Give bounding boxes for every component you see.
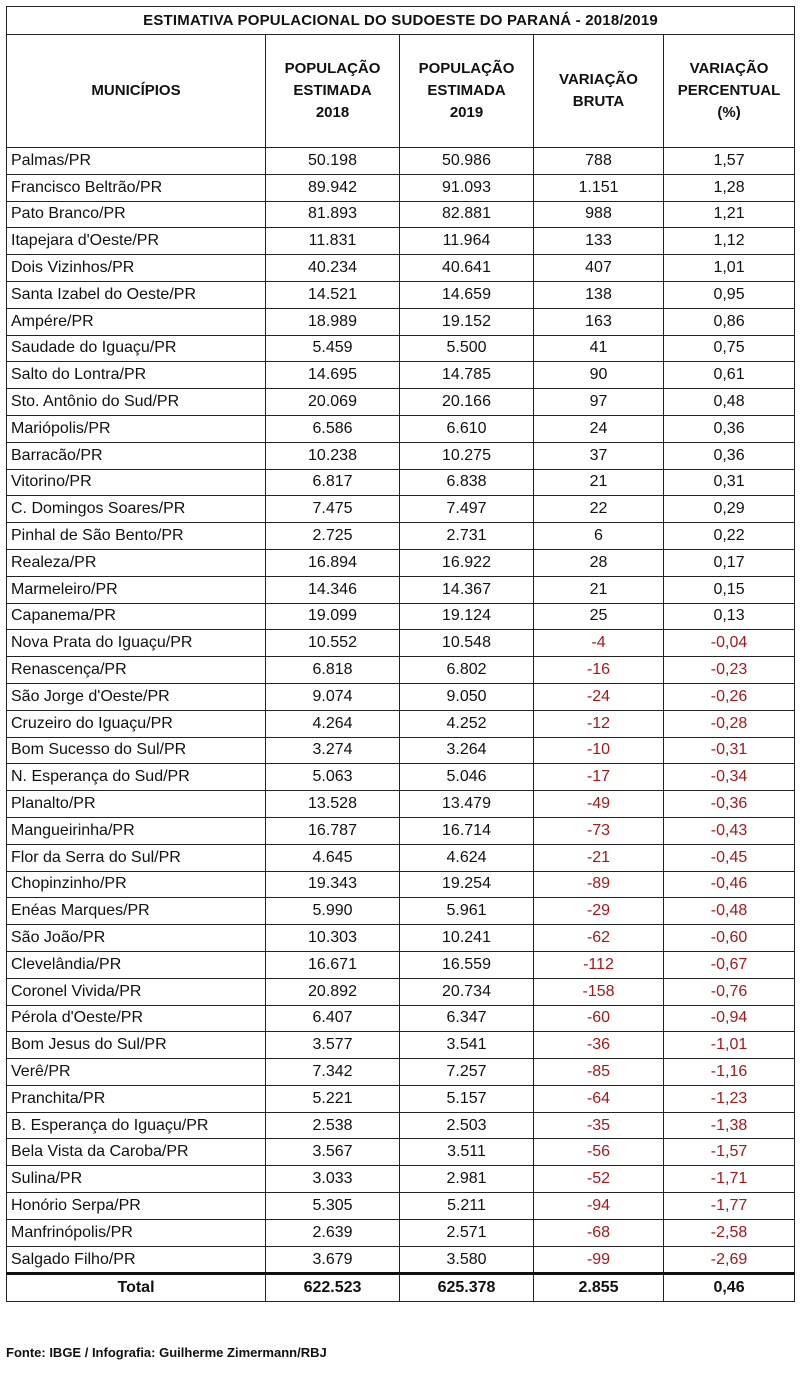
cell-variacao-percentual: 1,21 [664,201,795,228]
cell-variacao-percentual: 0,15 [664,576,795,603]
table-row [7,844,795,871]
cell-pop-2019: 14.659 [400,281,534,308]
cell-municipios: Capanema/PR [7,603,266,630]
cell-pop-2018: 16.671 [266,951,400,978]
table-body [7,148,795,1274]
cell-pop-2018: 2.538 [266,1112,400,1139]
cell-pop-2019: 19.124 [400,603,534,630]
cell-variacao-percentual: 0,61 [664,362,795,389]
cell-variacao-bruta: 163 [534,308,664,335]
column-header-line: VARIAÇÃO [689,60,769,77]
cell-municipios: Santa Izabel do Oeste/PR [7,281,266,308]
table-row [7,764,795,791]
cell-pop-2019: 10.241 [400,925,534,952]
cell-variacao-bruta: -94 [534,1193,664,1220]
cell-variacao-bruta: 25 [534,603,664,630]
cell-pop-2019: 10.548 [400,630,534,657]
table-row [7,817,795,844]
cell-variacao-percentual: -1,23 [664,1085,795,1112]
cell-pop-2018: 50.198 [266,148,400,175]
cell-variacao-bruta: 22 [534,496,664,523]
cell-variacao-bruta: -112 [534,951,664,978]
cell-pop-2019: 6.610 [400,415,534,442]
cell-variacao-bruta: -36 [534,1032,664,1059]
column-header-line: ESTIMADA [427,82,506,99]
cell-variacao-percentual: 0,29 [664,496,795,523]
cell-variacao-bruta: -99 [534,1246,664,1274]
cell-pop-2019: 16.714 [400,817,534,844]
cell-variacao-bruta: 1.151 [534,174,664,201]
cell-variacao-bruta: -49 [534,791,664,818]
cell-pop-2018: 7.475 [266,496,400,523]
table-row [7,148,795,175]
cell-municipios: Renascença/PR [7,657,266,684]
cell-variacao-bruta: -35 [534,1112,664,1139]
cell-variacao-percentual: 0,31 [664,469,795,496]
total-municipios: Total [7,1274,266,1302]
cell-municipios: Cruzeiro do Iguaçu/PR [7,710,266,737]
column-header-line: MUNICÍPIOS [91,82,181,99]
cell-variacao-percentual: -0,23 [664,657,795,684]
cell-variacao-bruta: -10 [534,737,664,764]
cell-variacao-bruta: -62 [534,925,664,952]
cell-variacao-percentual: -0,34 [664,764,795,791]
table-row [7,1139,795,1166]
cell-pop-2019: 5.500 [400,335,534,362]
cell-variacao-bruta: 97 [534,389,664,416]
cell-pop-2019: 20.166 [400,389,534,416]
cell-variacao-percentual: 0,22 [664,523,795,550]
cell-variacao-percentual: -0,48 [664,898,795,925]
cell-variacao-percentual: -0,43 [664,817,795,844]
cell-pop-2018: 4.645 [266,844,400,871]
table-row [7,362,795,389]
table-row [7,469,795,496]
table-row [7,174,795,201]
cell-pop-2018: 14.695 [266,362,400,389]
cell-municipios: Barracão/PR [7,442,266,469]
column-header-line: ESTIMADA [293,82,372,99]
cell-variacao-bruta: -29 [534,898,664,925]
column-header-pop-2018 [266,35,400,148]
cell-variacao-percentual: -1,77 [664,1193,795,1220]
cell-municipios: Ampére/PR [7,308,266,335]
cell-municipios: Bom Sucesso do Sul/PR [7,737,266,764]
cell-variacao-percentual: -2,58 [664,1219,795,1246]
cell-municipios: N. Esperança do Sud/PR [7,764,266,791]
cell-municipios: Honório Serpa/PR [7,1193,266,1220]
cell-pop-2018: 81.893 [266,201,400,228]
table-row [7,603,795,630]
table-row [7,630,795,657]
cell-variacao-bruta: -89 [534,871,664,898]
table-row [7,523,795,550]
table-row [7,1032,795,1059]
population-table-container [6,6,794,1302]
table-row [7,496,795,523]
cell-pop-2019: 16.559 [400,951,534,978]
column-header-pop-2019 [400,35,534,148]
cell-variacao-percentual: -0,60 [664,925,795,952]
table-row [7,871,795,898]
cell-pop-2018: 7.342 [266,1059,400,1086]
cell-pop-2019: 6.347 [400,1005,534,1032]
cell-municipios: Marmeleiro/PR [7,576,266,603]
table-row [7,1005,795,1032]
table-row [7,791,795,818]
cell-pop-2019: 5.046 [400,764,534,791]
cell-municipios: Itapejara d'Oeste/PR [7,228,266,255]
cell-variacao-percentual: -1,01 [664,1032,795,1059]
cell-municipios: Pérola d'Oeste/PR [7,1005,266,1032]
cell-pop-2019: 3.541 [400,1032,534,1059]
cell-municipios: São João/PR [7,925,266,952]
cell-variacao-bruta: -52 [534,1166,664,1193]
cell-variacao-bruta: 37 [534,442,664,469]
cell-variacao-bruta: 28 [534,549,664,576]
cell-municipios: Nova Prata do Iguaçu/PR [7,630,266,657]
cell-variacao-bruta: -68 [534,1219,664,1246]
cell-municipios: Palmas/PR [7,148,266,175]
cell-pop-2019: 5.157 [400,1085,534,1112]
cell-municipios: Pranchita/PR [7,1085,266,1112]
header-row [7,35,795,148]
cell-municipios: Salgado Filho/PR [7,1246,266,1274]
total-row [7,1274,795,1302]
column-header-variacao-percentual [664,35,795,148]
cell-municipios: Sto. Antônio do Sud/PR [7,389,266,416]
cell-pop-2018: 3.577 [266,1032,400,1059]
cell-municipios: Vitorino/PR [7,469,266,496]
cell-pop-2019: 5.211 [400,1193,534,1220]
table-row [7,978,795,1005]
cell-variacao-percentual: 0,17 [664,549,795,576]
cell-pop-2019: 19.152 [400,308,534,335]
cell-variacao-bruta: -85 [534,1059,664,1086]
cell-municipios: Pato Branco/PR [7,201,266,228]
cell-pop-2018: 14.346 [266,576,400,603]
cell-pop-2019: 50.986 [400,148,534,175]
cell-pop-2018: 16.894 [266,549,400,576]
cell-variacao-bruta: -24 [534,683,664,710]
cell-municipios: Flor da Serra do Sul/PR [7,844,266,871]
table-row [7,925,795,952]
cell-pop-2019: 6.802 [400,657,534,684]
cell-pop-2019: 13.479 [400,791,534,818]
cell-pop-2019: 9.050 [400,683,534,710]
column-header-municipios [7,35,266,148]
cell-municipios: Sulina/PR [7,1166,266,1193]
population-table [6,6,795,1302]
table-row [7,281,795,308]
cell-variacao-percentual: 0,75 [664,335,795,362]
cell-pop-2019: 3.264 [400,737,534,764]
cell-variacao-percentual: 0,95 [664,281,795,308]
cell-variacao-percentual: 0,86 [664,308,795,335]
cell-pop-2018: 13.528 [266,791,400,818]
table-row [7,1059,795,1086]
column-header-line: POPULAÇÃO [284,60,381,77]
cell-pop-2019: 4.624 [400,844,534,871]
cell-variacao-bruta: -17 [534,764,664,791]
cell-variacao-percentual: -2,69 [664,1246,795,1274]
cell-variacao-bruta: 41 [534,335,664,362]
cell-pop-2018: 20.069 [266,389,400,416]
cell-municipios: Mariópolis/PR [7,415,266,442]
cell-variacao-bruta: 138 [534,281,664,308]
cell-pop-2019: 3.580 [400,1246,534,1274]
cell-variacao-bruta: -73 [534,817,664,844]
cell-pop-2018: 18.989 [266,308,400,335]
cell-pop-2019: 7.257 [400,1059,534,1086]
cell-variacao-bruta: -21 [534,844,664,871]
cell-variacao-percentual: -0,46 [664,871,795,898]
cell-variacao-bruta: -64 [534,1085,664,1112]
table-row [7,1193,795,1220]
column-header-line: PERCENTUAL [677,82,781,99]
cell-pop-2019: 2.981 [400,1166,534,1193]
cell-municipios: Salto do Lontra/PR [7,362,266,389]
cell-municipios: Saudade do Iguaçu/PR [7,335,266,362]
cell-pop-2019: 14.367 [400,576,534,603]
cell-pop-2019: 6.838 [400,469,534,496]
table-row [7,549,795,576]
cell-pop-2019: 3.511 [400,1139,534,1166]
cell-municipios: Realeza/PR [7,549,266,576]
cell-pop-2018: 5.305 [266,1193,400,1220]
cell-variacao-percentual: 1,28 [664,174,795,201]
table-row [7,228,795,255]
cell-variacao-bruta: 988 [534,201,664,228]
cell-municipios: B. Esperança do Iguaçu/PR [7,1112,266,1139]
cell-pop-2019: 82.881 [400,201,534,228]
cell-pop-2019: 91.093 [400,174,534,201]
cell-municipios: Clevelândia/PR [7,951,266,978]
cell-pop-2018: 20.892 [266,978,400,1005]
cell-pop-2019: 2.731 [400,523,534,550]
total-variacao-bruta: 2.855 [534,1274,664,1302]
cell-variacao-percentual: 0,13 [664,603,795,630]
cell-variacao-percentual: -0,36 [664,791,795,818]
cell-pop-2018: 5.063 [266,764,400,791]
cell-pop-2018: 10.552 [266,630,400,657]
cell-pop-2018: 6.407 [266,1005,400,1032]
cell-variacao-percentual: -0,76 [664,978,795,1005]
cell-variacao-bruta: 90 [534,362,664,389]
table-title: ESTIMATIVA POPULACIONAL DO SUDOESTE DO PARANÁ - 2018/2019 [7,7,795,35]
cell-variacao-percentual: 0,48 [664,389,795,416]
cell-pop-2019: 7.497 [400,496,534,523]
cell-pop-2018: 10.238 [266,442,400,469]
cell-pop-2018: 9.074 [266,683,400,710]
table-row [7,389,795,416]
cell-variacao-bruta: -4 [534,630,664,657]
cell-municipios: Dois Vizinhos/PR [7,255,266,282]
cell-variacao-percentual: 1,12 [664,228,795,255]
cell-pop-2018: 2.639 [266,1219,400,1246]
cell-municipios: São Jorge d'Oeste/PR [7,683,266,710]
cell-pop-2018: 5.221 [266,1085,400,1112]
table-row [7,576,795,603]
cell-variacao-bruta: -16 [534,657,664,684]
table-row [7,201,795,228]
table-row [7,335,795,362]
cell-pop-2019: 19.254 [400,871,534,898]
cell-municipios: Chopinzinho/PR [7,871,266,898]
cell-variacao-bruta: -158 [534,978,664,1005]
cell-municipios: Pinhal de São Bento/PR [7,523,266,550]
cell-variacao-bruta: 407 [534,255,664,282]
cell-variacao-percentual: -1,57 [664,1139,795,1166]
cell-municipios: Bela Vista da Caroba/PR [7,1139,266,1166]
cell-variacao-bruta: 21 [534,469,664,496]
cell-variacao-percentual: 0,36 [664,442,795,469]
column-header-line: (%) [717,104,741,121]
cell-pop-2019: 16.922 [400,549,534,576]
cell-pop-2019: 20.734 [400,978,534,1005]
cell-variacao-percentual: -0,28 [664,710,795,737]
cell-variacao-bruta: 21 [534,576,664,603]
cell-pop-2019: 4.252 [400,710,534,737]
cell-pop-2018: 14.521 [266,281,400,308]
total-variacao-percentual: 0,46 [664,1274,795,1302]
column-header-line: VARIAÇÃO [559,71,638,88]
cell-municipios: C. Domingos Soares/PR [7,496,266,523]
cell-pop-2018: 3.567 [266,1139,400,1166]
table-row [7,951,795,978]
cell-variacao-percentual: 1,01 [664,255,795,282]
cell-variacao-percentual: -0,31 [664,737,795,764]
cell-pop-2018: 2.725 [266,523,400,550]
cell-variacao-percentual: -1,16 [664,1059,795,1086]
cell-pop-2018: 3.679 [266,1246,400,1274]
column-header-line: POPULAÇÃO [418,60,515,77]
table-row [7,710,795,737]
cell-variacao-bruta: 133 [534,228,664,255]
cell-variacao-percentual: -1,38 [664,1112,795,1139]
cell-variacao-bruta: -56 [534,1139,664,1166]
cell-pop-2018: 3.274 [266,737,400,764]
table-row [7,255,795,282]
cell-pop-2018: 6.586 [266,415,400,442]
cell-pop-2019: 2.503 [400,1112,534,1139]
cell-variacao-bruta: 6 [534,523,664,550]
cell-pop-2019: 14.785 [400,362,534,389]
cell-municipios: Coronel Vivida/PR [7,978,266,1005]
column-header-line: BRUTA [572,93,625,110]
total-pop-2018: 622.523 [266,1274,400,1302]
table-row [7,308,795,335]
cell-variacao-percentual: -0,67 [664,951,795,978]
total-pop-2019: 625.378 [400,1274,534,1302]
table-row [7,442,795,469]
cell-variacao-percentual: -0,26 [664,683,795,710]
cell-pop-2018: 10.303 [266,925,400,952]
cell-pop-2018: 3.033 [266,1166,400,1193]
cell-pop-2018: 89.942 [266,174,400,201]
table-row [7,1166,795,1193]
cell-pop-2018: 16.787 [266,817,400,844]
cell-pop-2019: 40.641 [400,255,534,282]
cell-pop-2018: 19.099 [266,603,400,630]
cell-municipios: Enéas Marques/PR [7,898,266,925]
cell-municipios: Mangueirinha/PR [7,817,266,844]
cell-variacao-percentual: 1,57 [664,148,795,175]
table-row [7,1246,795,1274]
cell-pop-2018: 5.459 [266,335,400,362]
cell-pop-2019: 10.275 [400,442,534,469]
table-row [7,898,795,925]
cell-pop-2019: 11.964 [400,228,534,255]
cell-municipios: Francisco Beltrão/PR [7,174,266,201]
cell-pop-2018: 4.264 [266,710,400,737]
cell-municipios: Manfrinópolis/PR [7,1219,266,1246]
column-header-line: 2019 [449,104,484,121]
table-row [7,683,795,710]
column-header-variacao-bruta [534,35,664,148]
table-row [7,657,795,684]
table-row [7,1085,795,1112]
cell-variacao-percentual: 0,36 [664,415,795,442]
cell-pop-2018: 40.234 [266,255,400,282]
cell-variacao-percentual: -1,71 [664,1166,795,1193]
table-row [7,1219,795,1246]
cell-variacao-bruta: 24 [534,415,664,442]
cell-pop-2019: 2.571 [400,1219,534,1246]
cell-pop-2019: 5.961 [400,898,534,925]
cell-variacao-bruta: 788 [534,148,664,175]
cell-pop-2018: 11.831 [266,228,400,255]
cell-pop-2018: 5.990 [266,898,400,925]
cell-variacao-bruta: -12 [534,710,664,737]
column-header-line: 2018 [315,104,350,121]
cell-pop-2018: 6.817 [266,469,400,496]
cell-variacao-bruta: -60 [534,1005,664,1032]
source-credit: Fonte: IBGE / Infografia: Guilherme Zimermann/RBJ [6,1345,327,1360]
cell-pop-2018: 6.818 [266,657,400,684]
table-row [7,737,795,764]
cell-municipios: Planalto/PR [7,791,266,818]
table-row [7,1112,795,1139]
cell-variacao-percentual: -0,04 [664,630,795,657]
table-row [7,415,795,442]
cell-pop-2018: 19.343 [266,871,400,898]
cell-variacao-percentual: -0,45 [664,844,795,871]
cell-municipios: Verê/PR [7,1059,266,1086]
cell-municipios: Bom Jesus do Sul/PR [7,1032,266,1059]
cell-variacao-percentual: -0,94 [664,1005,795,1032]
